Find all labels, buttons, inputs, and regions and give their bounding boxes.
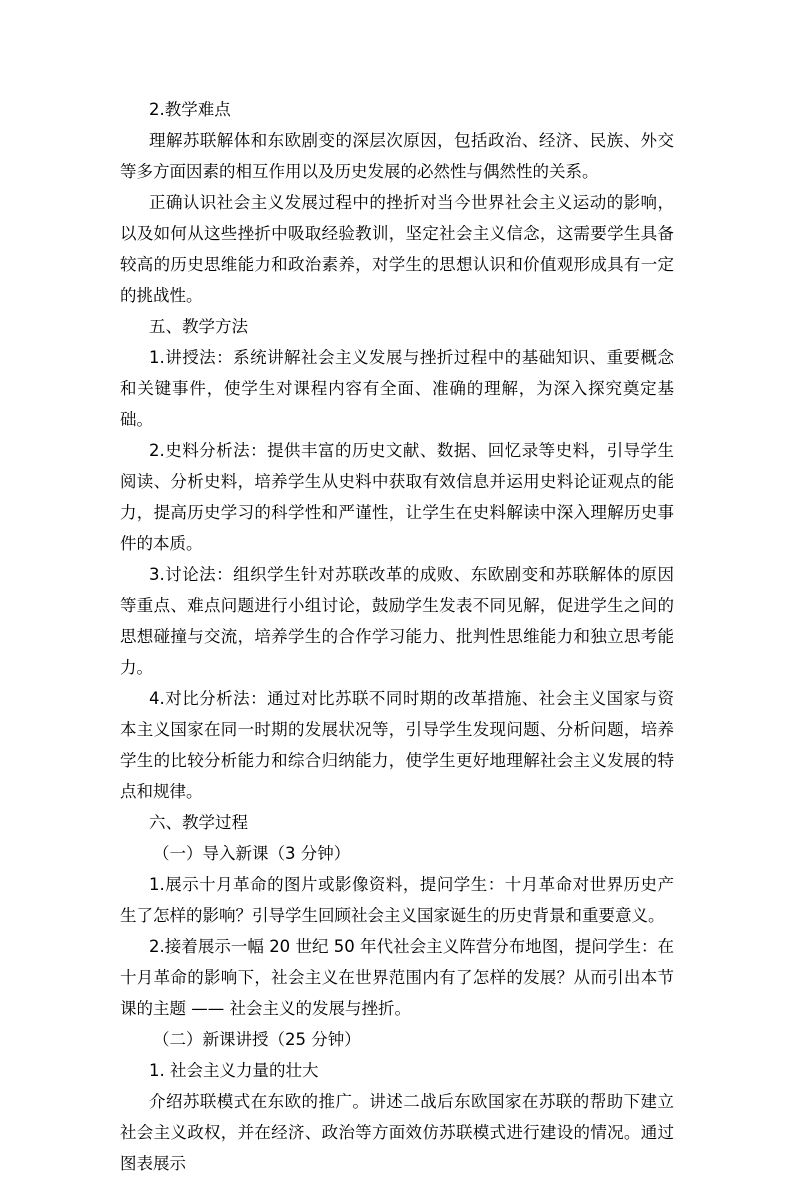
paragraph: 1.展示十月革命的图片或影像资料，提问学生：十月革命对世界历史产生了怎样的影响？引导学生回顾社会主义国家诞生的历史背景和重要意义。: [120, 875, 674, 925]
paragraph: 2.接着展示一幅 20 世纪 50 年代社会主义阵营分布地图，提问学生：在十月革命的影响下，社会主义在世界范围内有了怎样的发展？从而引出本节课的主题 —— 社会主义的发展与挫折。: [120, 937, 674, 1018]
item-heading: 1. 社会主义力量的壮大: [149, 1061, 319, 1080]
paragraph: 理解苏联解体和东欧剧变的深层次原因，包括政治、经济、民族、外交等多方面因素的相互作用以及历史发展的必然性与偶然性的关系。: [120, 131, 674, 181]
section-heading-teaching-process: 六、教学过程: [149, 813, 248, 832]
paragraph: 1.讲授法：系统讲解社会主义发展与挫折过程中的基础知识、重要概念和关键事件，使学生对课程内容有全面、准确的理解，为深入探究奠定基础。: [120, 348, 674, 429]
section-heading-teaching-difficulties: 2.教学难点: [149, 100, 231, 119]
paragraph: 2.史料分析法：提供丰富的历史文献、数据、回忆录等史料，引导学生阅读、分析史料，培养学生从史料中获取有效信息并运用史料论证观点的能力，提高历史学习的科学性和严谨性，让学生在史料解读中深入理解历史事件的本质。: [120, 441, 674, 553]
paragraph: 正确认识社会主义发展过程中的挫折对当今世界社会主义运动的影响，以及如何从这些挫折中吸取经验教训，坚定社会主义信念，这需要学生具备较高的历史思维能力和政治素养，对学生的思想认识和价值观形成具有一定的挑战性。: [120, 193, 674, 305]
paragraph: 4.对比分析法：通过对比苏联不同时期的改革措施、社会主义国家与资本主义国家在同一时期的发展状况等，引导学生发现问题、分析问题，培养学生的比较分析能力和综合归纳能力，使学生更好地理解社会主义发展的特点和规律。: [120, 689, 674, 801]
subsection-heading-intro: （一）导入新课（3 分钟）: [153, 844, 351, 863]
subsection-heading-new-lesson: （二）新课讲授（25 分钟）: [153, 1030, 361, 1049]
section-heading-teaching-methods: 五、教学方法: [149, 317, 248, 336]
paragraph: 介绍苏联模式在东欧的推广。讲述二战后东欧国家在苏联的帮助下建立社会主义政权，并在经济、政治等方面效仿苏联模式进行建设的情况。通过图表展示: [120, 1092, 674, 1173]
paragraph: 3.讨论法：组织学生针对苏联改革的成败、东欧剧变和苏联解体的原因等重点、难点问题进行小组讨论，鼓励学生发表不同见解，促进学生之间的思想碰撞与交流，培养学生的合作学习能力、批判性思维能力和独立思考能力。: [120, 565, 674, 677]
document-page: [120, 94, 674, 1179]
